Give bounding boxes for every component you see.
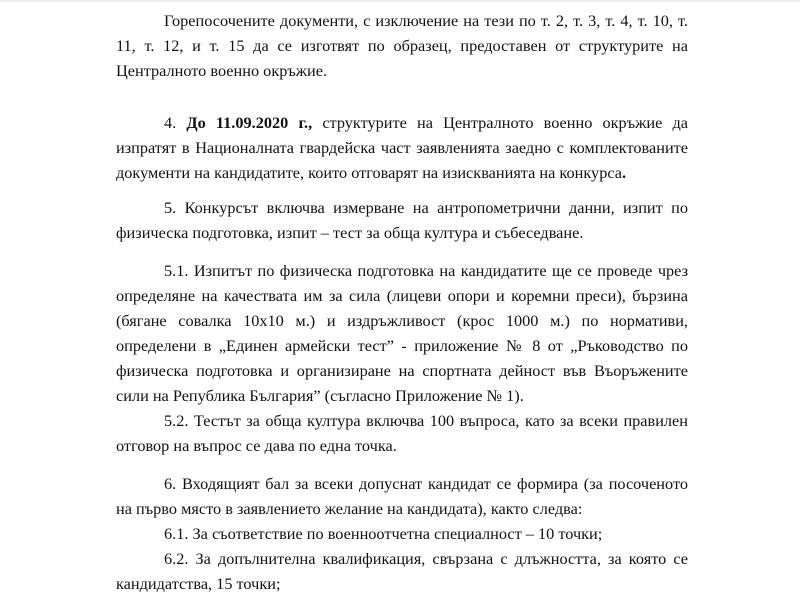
text-line: кандидатства, 15 точки; — [116, 574, 281, 593]
text-segment: документи на кандидатите, които отговарят на изискванията на конкурса — [116, 163, 622, 182]
paragraph-number: 4. — [164, 113, 177, 132]
text-segment: . — [621, 163, 627, 182]
paragraph-5 — [116, 195, 688, 245]
text-line — [116, 160, 688, 185]
paragraph-documents-note — [116, 8, 688, 83]
paragraph-5-2 — [116, 408, 688, 458]
text-line: 6.1. За съответствие по военноотчетна специалност – 10 точки; — [164, 524, 603, 543]
text-line: сили на Република България” (съгласно Приложение № 1). — [116, 386, 524, 405]
text-line: 11, т. 12, и т. 15 да се изготвят по образец, предоставен от структурите на — [116, 36, 688, 55]
text-line: изпратят в Националната гвардейска част заявленията заедно с комплектованите — [116, 138, 688, 157]
page-top-edge — [0, 0, 800, 3]
paragraph-6 — [116, 471, 688, 521]
text-line: определени в „Единен армейски тест” - приложение № 8 от „Ръководство по — [116, 336, 688, 355]
text-segment: структурите на Централното военно окръжие да — [322, 113, 688, 132]
text-line: Централното военно окръжие. — [116, 61, 328, 80]
text-line: физическа подготовка, изпит – тест за обща култура и събеседване. — [116, 223, 584, 242]
text-line: 5. Конкурсът включва измерване на антропометрични данни, изпит по — [164, 198, 688, 217]
text-line: Горепосочените документи, с изключение на тези по т. 2, т. 3, т. 4, т. 10, т. — [164, 11, 688, 30]
text-line: 6.2. За допълнителна квалификация, свързана с длъжността, за която се — [164, 549, 688, 568]
paragraph-6-1 — [116, 521, 688, 546]
text-line: 5.2. Тестът за обща култура включва 100 въпроса, като за всеки правилен — [164, 411, 688, 430]
paragraph-5-1 — [116, 258, 688, 408]
text-line: на първо място в заявлението желание на кандидата), както следва: — [116, 499, 583, 518]
paragraph-4 — [116, 110, 688, 185]
deadline-date: До 11.09.2020 г., — [186, 113, 313, 132]
text-line: 5.1. Изпитът по физическа подготовка на кандидатите ще се проведе чрез — [164, 261, 688, 280]
text-line: физическа подготовка и организиране на спортната дейност във Въоръжените — [116, 361, 688, 380]
text-line: (бягане совалка 10х10 м.) и издръжливост (крос 1000 м.) по нормативи, — [116, 311, 688, 330]
text-line: определяне на качествата им за сила (лицеви опори и коремни преси), бързина — [116, 286, 688, 305]
text-line: отговор на въпрос се дава по една точка. — [116, 436, 397, 455]
text-line — [116, 110, 688, 135]
paragraph-6-2 — [116, 546, 688, 596]
text-line: 6. Входящият бал за всеки допуснат кандидат се формира (за посоченото — [164, 474, 688, 493]
